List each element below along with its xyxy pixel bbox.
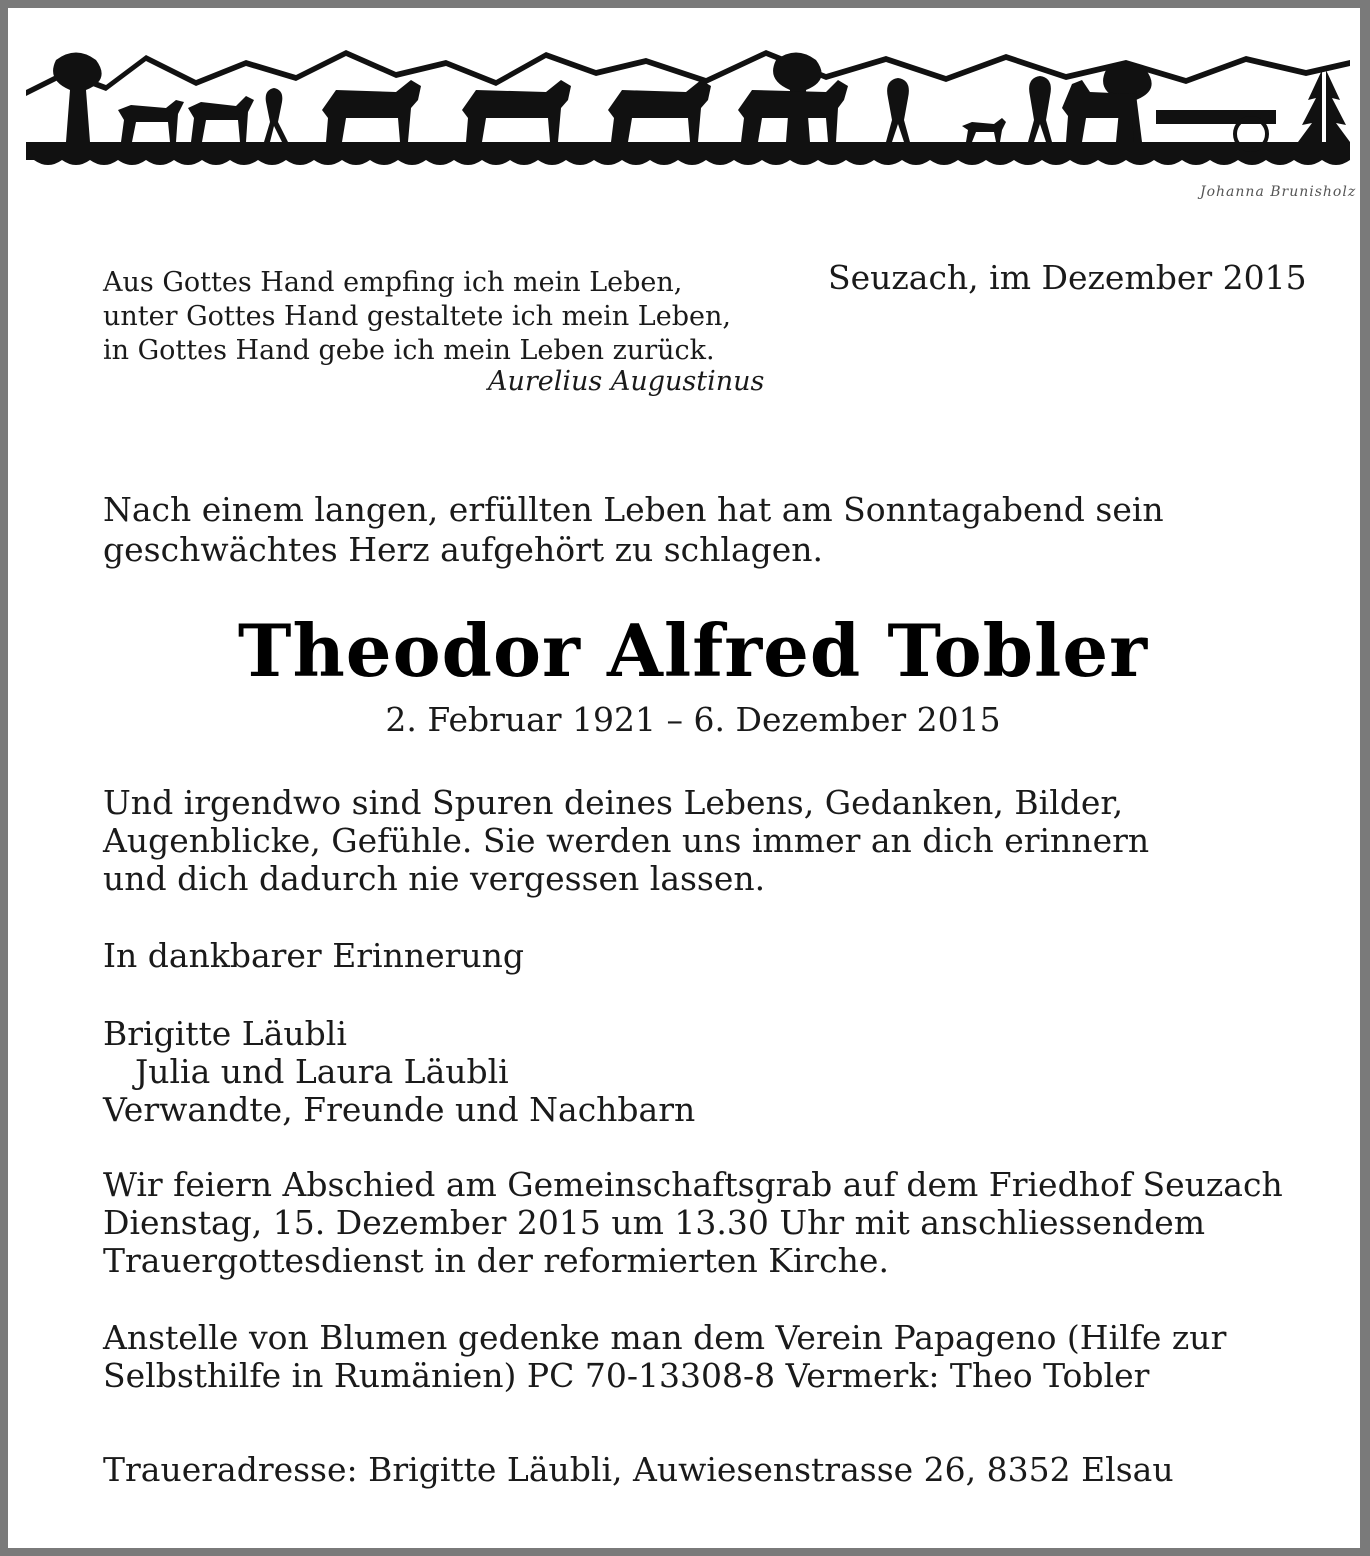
- motto-line: in Gottes Hand gebe ich mein Leben zurück.: [103, 335, 715, 366]
- motto-line: unter Gottes Hand gestaltete ich mein Leben,: [103, 301, 731, 332]
- silhouette-banner-icon: [26, 30, 1350, 180]
- memory-line: Und irgendwo sind Spuren deines Lebens, Gedanken, Bilder,: [103, 783, 1124, 822]
- memory-text: [103, 784, 1149, 898]
- deceased-name: Theodor Alfred Tobler: [237, 608, 1149, 693]
- mourning-address: Traueradresse: Brigitte Läubli, Auwiesenstrasse 26, 8352 Elsau: [103, 1450, 1174, 1489]
- intro-line: Nach einem langen, erfüllten Leben hat am Sonntagabend sein: [103, 490, 1164, 529]
- life-dates: 2. Februar 1921 – 6. Dezember 2015: [385, 700, 1001, 739]
- motto-author: Aurelius Augustinus: [488, 366, 765, 397]
- motto-verse: [103, 266, 731, 368]
- mourner-name: Verwandte, Freunde und Nachbarn: [103, 1090, 696, 1129]
- ceremony-text: [103, 1166, 1283, 1280]
- ceremony-line: Wir feiern Abschied am Gemeinschaftsgrab auf dem Friedhof Seuzach: [103, 1165, 1283, 1204]
- memory-line: Augenblicke, Gefühle. Sie werden uns immer an dich erinnern: [103, 821, 1150, 860]
- donation-line: Anstelle von Blumen gedenke man dem Verein Papageno (Hilfe zur: [103, 1318, 1227, 1357]
- place-date: Seuzach, im Dezember 2015: [828, 258, 1307, 297]
- gratitude-line: In dankbarer Erinnerung: [103, 936, 525, 975]
- motto-line: Aus Gottes Hand empfing ich mein Leben,: [103, 267, 683, 298]
- intro-line: geschwächtes Herz aufgehört zu schlagen.: [103, 530, 824, 569]
- intro-text: [103, 490, 1164, 570]
- ceremony-line: Trauergottesdienst in der reformierten Kirche.: [103, 1241, 889, 1280]
- donation-text: [103, 1319, 1226, 1395]
- artist-signature: Johanna Brunisholz: [1200, 184, 1357, 200]
- donation-line: Selbsthilfe in Rumänien) PC 70-13308-8 Vermerk: Theo Tobler: [103, 1356, 1150, 1395]
- ceremony-line: Dienstag, 15. Dezember 2015 um 13.30 Uhr mit anschliessendem: [103, 1203, 1206, 1242]
- memory-line: und dich dadurch nie vergessen lassen.: [103, 859, 766, 898]
- mourner-name: Brigitte Läubli: [103, 1014, 347, 1053]
- mourner-name: Julia und Laura Läubli: [135, 1052, 509, 1091]
